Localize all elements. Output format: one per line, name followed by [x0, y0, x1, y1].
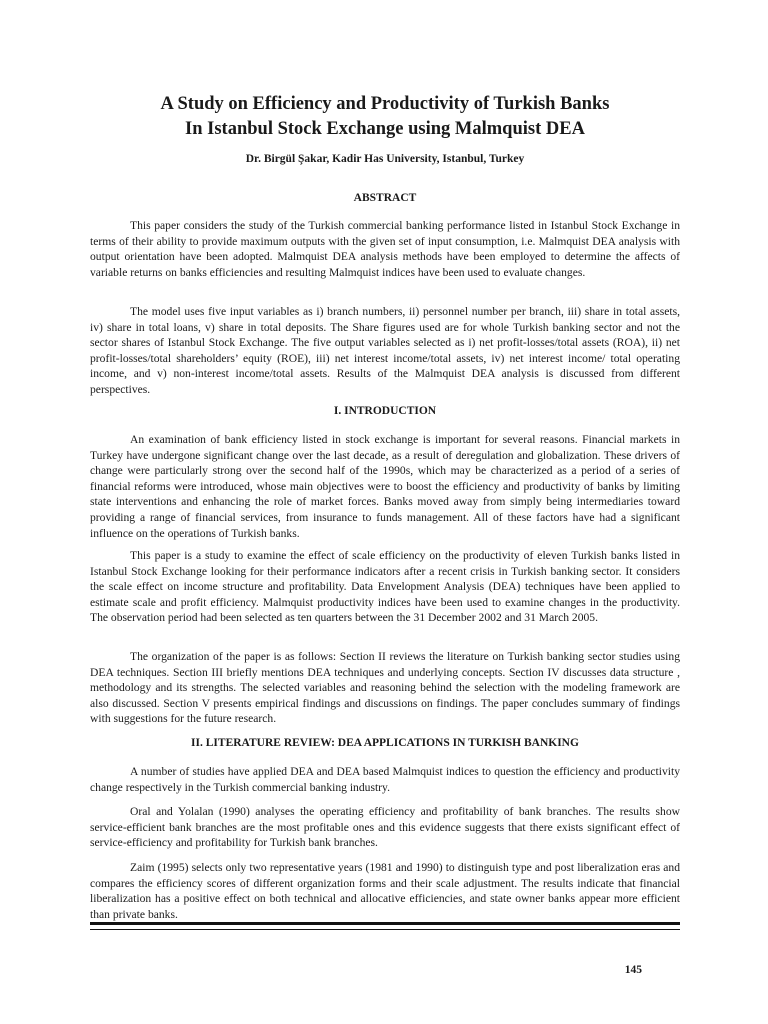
literature-review-paragraph-1: A number of studies have applied DEA and DEA based Malmquist indices to question the efficiency and productivity change respectively in the Turkish commercial banking industry. [90, 765, 680, 794]
title-line-1: A Study on Efficiency and Productivity of Turkish Banks [160, 94, 610, 114]
literature-review-paragraph-3: Zaim (1995) selects only two representative years (1981 and 1990) to distinguish type and post liberalization eras and compares the efficiency scores of different organization forms and their scale adjustment. The results indicate that financial liberalization has a positive effect on both technical and allocative efficiencies, and state owner banks appear more efficient than private banks. [90, 861, 680, 921]
introduction-paragraph-3: The organization of the paper is as follows: Section II reviews the literature on Turkish banking sector studies using DEA techniques. Section III briefly mentions DEA techniques and underlying concepts. Section IV discusses data structure , methodology and its strengths. The selected variables and reasoning behind the selection with the modeling framework are also discussed. Section V presents empirical findings and discussions on findings. The paper concludes summary of findings with suggestions for the future research. [90, 650, 680, 726]
page-number: 145 [624, 964, 642, 976]
literature-review-paragraph-2: Oral and Yolalan (1990) analyses the operating efficiency and profitability of bank branches. The results show service-efficient bank branches are the most profitable ones and this evidence suggests that there exists significant effect of service-efficiency and profitability for Turkish bank branches. [90, 805, 680, 850]
introduction-heading: I. INTRODUCTION [333, 405, 437, 417]
title-line-2: In Istanbul Stock Exchange using Malmquist DEA [185, 119, 585, 139]
abstract-paragraph-2: The model uses five input variables as i) branch numbers, ii) personnel number per branch, iii) share in total assets, iv) share in total loans, v) share in total deposits. The Share figures used are for whole Turkish banking sector and not the sector shares of Istanbul Stock Exchange. The five output variables selected as i) net profit-losses/total assets (ROA), ii) net profit-losses/total shareholders’ equity (ROE), iii) net interest income/total assets, iv) net interest income/ total operating income, and v) non-interest income/total assets. Results of the Malmquist DEA analysis is discussed from different perspectives. [90, 305, 680, 396]
paper-title [90, 92, 680, 142]
footer-thin-rule [90, 929, 680, 930]
literature-review-heading: II. LITERATURE REVIEW: DEA APPLICATIONS IN TURKISH BANKING [191, 737, 579, 749]
introduction-paragraph-1: An examination of bank efficiency listed in stock exchange is important for several reasons. Financial markets in Turkey have undergone significant change over the last decade, as a result of deregulation and globalization. These drivers of change were particularly strong over the second half of the 1990s, which may be characterized as a period of a series of financial reforms were introduced, whose main objectives were to boost the efficiency and productivity of banks by limiting state interventions and enhancing the role of market forces. Banks moved away from simply being intermediaries toward providing a range of financial services, from insurance to funds management. All of these factors have had a significant influence on the operations of Turkish banks. [90, 433, 680, 540]
introduction-paragraph-2: This paper is a study to examine the effect of scale efficiency on the productivity of eleven Turkish banks listed in Istanbul Stock Exchange looking for their performance indicators after a recent crisis in Turkish banking sector. It considers the scale effect on income structure and profitability. Data Envelopment Analysis (DEA) techniques have been applied to estimate scale and profit efficiency. Malmquist productivity indices have been used to examine changes in the productivity. The observation period had been selected as ten quarters between the 31 December 2002 and 31 March 2005. [90, 549, 680, 625]
footer-thick-rule [90, 922, 680, 925]
abstract-heading: ABSTRACT [353, 192, 417, 204]
abstract-paragraph-1: This paper considers the study of the Turkish commercial banking performance listed in Istanbul Stock Exchange in terms of their ability to provide maximum outputs with the given set of input consumption, i.e. Malmquist DEA analysis with output orientation have been adopted. Malmquist DEA analysis methods have been employed to determine the affects of variable returns on banks efficiencies and resulting Malmquist indices have been used to evaluate changes. [90, 219, 680, 279]
author-line: Dr. Birgül Şakar, Kadir Has University, Istanbul, Turkey [245, 153, 525, 165]
